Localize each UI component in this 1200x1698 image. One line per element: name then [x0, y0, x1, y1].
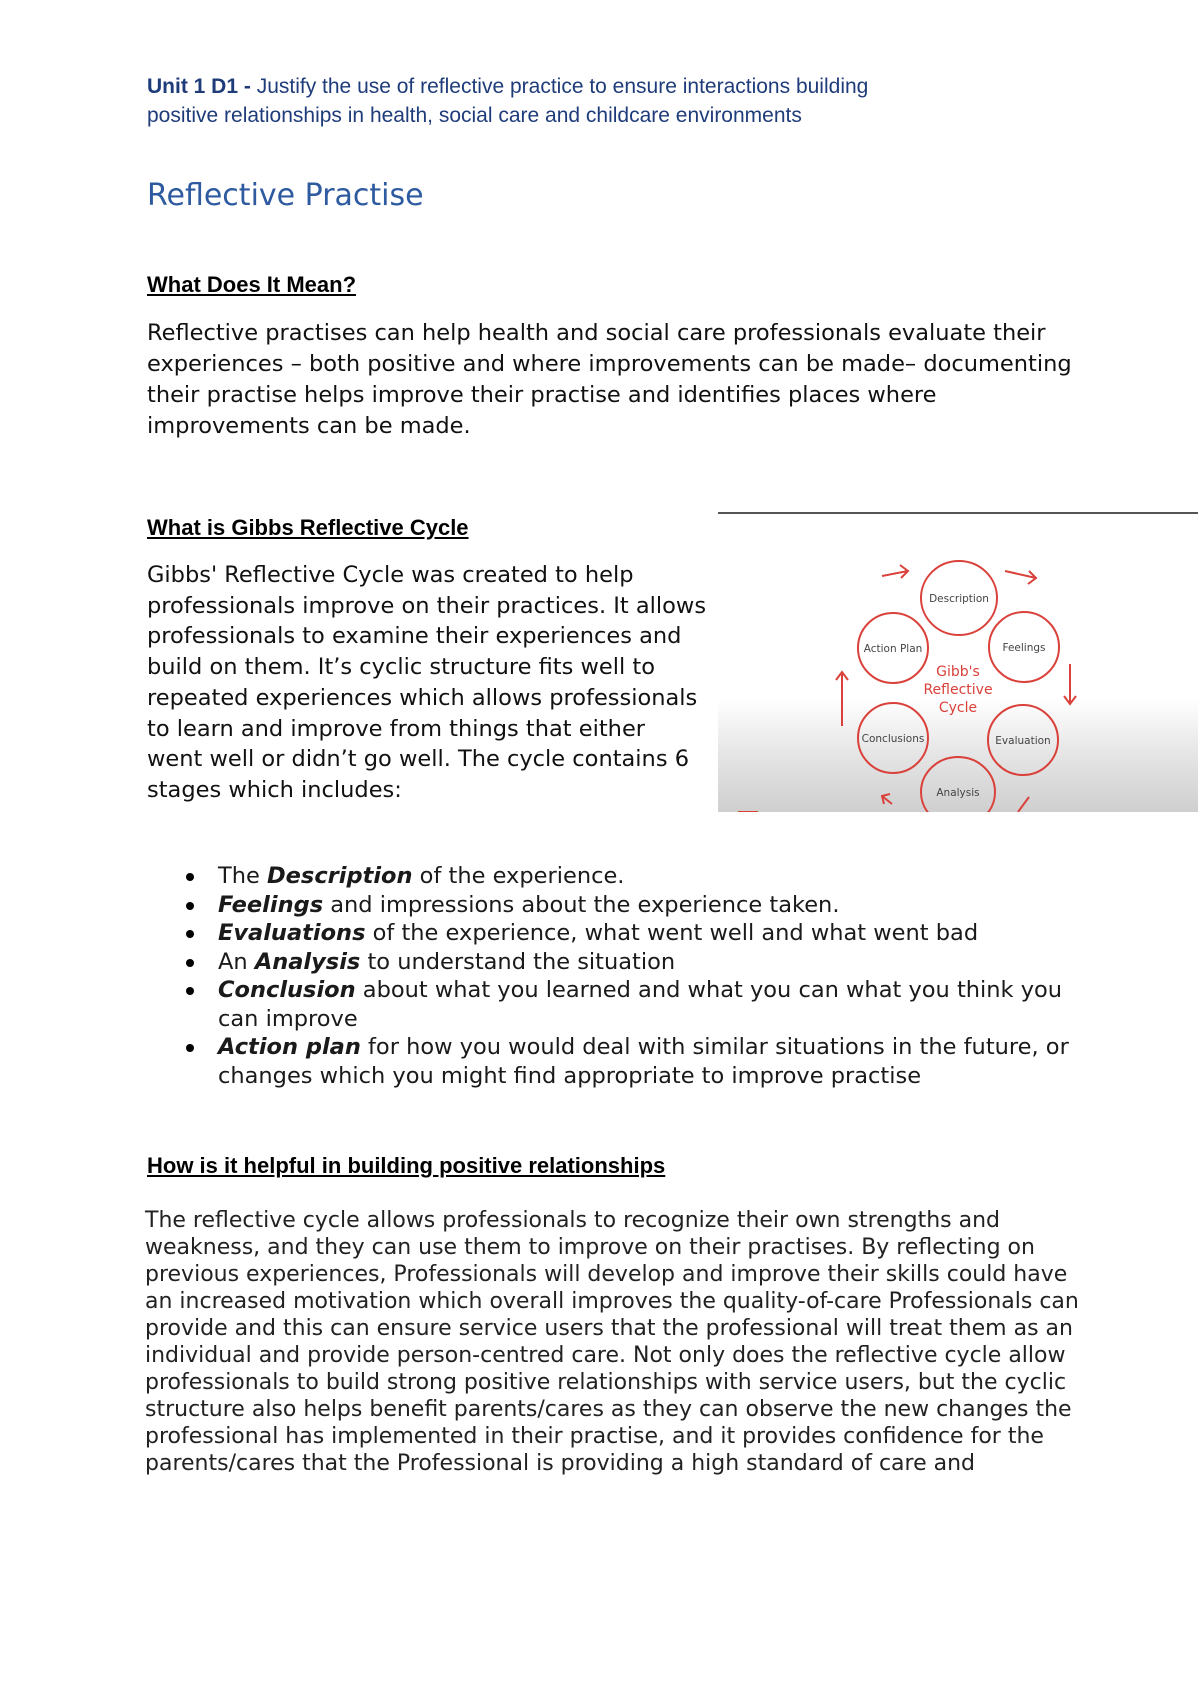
list-item: Conclusion about what you learned and what you can what you think you can improve	[170, 976, 1070, 1033]
arrow-icon	[836, 672, 848, 726]
document-header	[147, 72, 1047, 130]
section-body-relationships: The reflective cycle allows professionals to recognize their own strengths and weakness, and they can use them to improve on their practises. By reflecting on previous experiences, Professionals will develop and improve their skills could have an increased motivation which overall improves the quality-of-care Professionals can provide and this can ensure service users that the professional will treat them as an individual and provide person-centred care. Not only does the reflective cycle allow professionals to build strong positive relationships with service users, but the cyclic structure also helps benefit parents/cares as they can observe the new changes the professional has implemented in their practise, and it provides confidence for the parents/cares that the Professional is providing a high standard of care and	[145, 1208, 1079, 1476]
section-body-meaning: Reflective practises can help health and social care professionals evaluate their experiences – both positive and where improvements can be made– documenting their practise helps improve their practise and identifies places where improvements can be made.	[147, 320, 1072, 439]
bullet-icon	[186, 873, 194, 881]
list-item: Evaluations of the experience, what went well and what went bad	[170, 919, 1070, 948]
gibbs-cycle-figure	[718, 512, 1198, 812]
arrow-icon	[1005, 571, 1036, 584]
arrow-icon	[882, 794, 892, 804]
arrow-icon	[1018, 797, 1029, 812]
header-text-line1: Justify the use of reflective practice to ensure interactions building	[256, 75, 869, 98]
bullet-icon	[186, 930, 194, 938]
cycle-title-line2: Reflective	[923, 682, 993, 698]
cycle-title-line1: Gibb's	[936, 664, 980, 680]
section-heading-gibbs: What is Gibbs Reflective Cycle	[147, 515, 469, 540]
stage-label-description: Description	[929, 593, 989, 605]
stage-label-feelings: Feelings	[1002, 642, 1046, 654]
stage-label-evaluation: Evaluation	[995, 735, 1051, 747]
bullet-icon	[186, 902, 194, 910]
list-item: An Analysis to understand the situation	[170, 948, 1070, 977]
list-item: Action plan for how you would deal with similar situations in the future, or changes which you might find appropriate to improve practise	[170, 1033, 1070, 1090]
list-item: The Description of the experience.	[170, 862, 1070, 891]
bullet-icon	[186, 1044, 194, 1052]
list-item: Feelings and impressions about the experience taken.	[170, 891, 1070, 920]
arrow-icon	[882, 565, 908, 578]
stage-circle-analysis	[921, 757, 995, 812]
stage-label-action-plan: Action Plan	[863, 643, 923, 655]
cycle-title-line3: Cycle	[938, 700, 978, 716]
header-text-line2: positive relationships in health, social care and childcare environments	[147, 104, 802, 127]
stage-label-conclusions: Conclusions	[861, 733, 925, 745]
arrow-icon	[1064, 664, 1076, 704]
section-heading-relationships: How is it helpful in building positive relationships	[147, 1153, 666, 1178]
section-body-gibbs: Gibbs' Reflective Cycle was created to help professionals improve on their practices. It allows professionals to examine their experiences and build on them. It’s cyclic structure fits well to repeated experiences which allows professionals to learn and improve from things that either went well or didn’t go well. The cycle contains 6 stages which includes:	[147, 562, 707, 803]
bullet-icon	[186, 987, 194, 995]
unit-label: Unit 1 D1 -	[147, 75, 251, 98]
section-heading-meaning: What Does It Mean?	[147, 272, 357, 297]
page-title: Reflective Practise	[147, 178, 424, 213]
bullet-icon	[186, 959, 194, 967]
stage-list	[170, 862, 1070, 1090]
gibbs-cycle-diagram	[718, 514, 1198, 812]
stage-label-analysis: Analysis	[936, 787, 980, 799]
